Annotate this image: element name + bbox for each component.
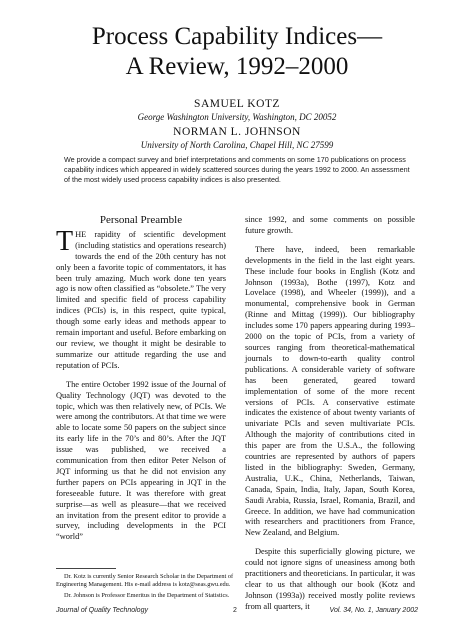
footnote-1: Dr. Kotz is currently Senior Research Scholar in the Department of Engineering Management. His e-mail address is kotz@seas.gwu.edu. [56,573,234,589]
footnote-rule [56,568,116,569]
author-name-2: NORMAN L. JOHNSON [173,126,301,138]
author-name-1: SAMUEL KOTZ [194,98,280,110]
paragraph-3: since 1992, and some comments on possible future growth. [245,215,415,235]
paragraph-4: There have, indeed, been remarkable developments in the field in the last eight years. These include four books in English (Kotz and Johnson (1993a), Bothe (1997), Kotz and Lovelace (1998), and Wheeler (1999)), and a monumental, comprehensive book in German (Rinne and Mittag (1999)). Our bibliography includes some 170 papers appearing during 1993–2000 on the topic of PCIs, from a variety of sources ranging from theoretical-mathematical journals to down-to-earth quality control publications. A considerable variety of software has been generated, geared toward implementation of some of the more recent versions of PCIs. A conservative estimate indicates the existence of about twenty variants of univariate PCIs and seven multivariate PCIs. Although the majority of contributions cited in this paper are from the U.S.A., the following countries are represented by authors of papers listed in the bibliography: Sweden, Germany, Australia, U.K., China, Netherlands, Taiwan, Canada, Spain, India, Italy, Japan, South Korea, Saudi Arabia, Russia, Israel, Romania, Brazil, and Greece. In addition, we have had communication with researchers and practitioners from France, New Zealand, and Belgium. [245,244,415,538]
drop-cap-letter: T [56,225,74,257]
footnote-2: Dr. Johnson is Professor Emeritus in the Department of Statistics. [64,592,230,600]
paragraph-2: The entire October 1992 issue of the Journal of Quality Technology (JQT) was devoted to the topic, which was then relatively new, of PCIs. We were among the contributors. At that time we were able to locate some 50 papers on the subject since its early life in the 70’s and 80’s. After the JQT issue was published, we received a communication from then editor Peter Nelson of JQT informing us that he did not envision any further papers on PCIs appearing in JQT in the foreseeable future. It was therefore with great surprise—as well as pleasure—that we received an invitation from the present editor to provide a survey, including developments in the PCI “world” [56,379,227,542]
footer-page-number: 2 [233,607,237,614]
author-affiliation-2: University of North Carolina, Chapel Hill, NC 27599 [140,140,334,150]
abstract: We provide a compact survey and brief interpretations and comments on some 170 publications on process capability indices which appeared in widely scattered sources during the years 1992 to 2000. An assessment of the most widely used process capability indices is also presented. [64,155,410,184]
paper-title [0,22,474,82]
footer-volume-info: Vol. 34, No. 1, January 2002 [329,607,418,614]
title-line-2: A Review, 1992–2000 [125,53,349,80]
footnotes [56,573,236,604]
paragraph-1 [56,225,227,372]
paragraph-1-text: HE rapidity of scientific development (including statistics and operations research) towards the end of the 20th century has not only been a favorite topic of commentators, it has been truly amazing. Much work done ten years ago is now often classified as “obsolete.” The very limited and specific field of process capability indices (PCIs) is, in this respect, quite typical, though some early ideas and methods appear to remain important and useful. Before embarking on our review, we thought it might be desirable to summarize our attitude regarding the use and reputation of PCIs. [56,229,227,370]
footer-journal-name: Journal of Quality Technology [56,607,148,614]
paragraph-5: Despite this superficially glowing picture, we could not ignore signs of uneasiness among both practitioners and theoreticians. In particular, it was clear to us that although our book (Kotz and Johnson (1993a)) received mostly polite reviews from all quarters, it [245,547,415,611]
title-line-1: Process Capability Indices— [91,23,383,50]
right-column [245,215,415,621]
section-heading: Personal Preamble [99,214,183,226]
author-affiliation-1: George Washington University, Washington, DC 20052 [137,112,337,122]
left-column [56,215,226,551]
